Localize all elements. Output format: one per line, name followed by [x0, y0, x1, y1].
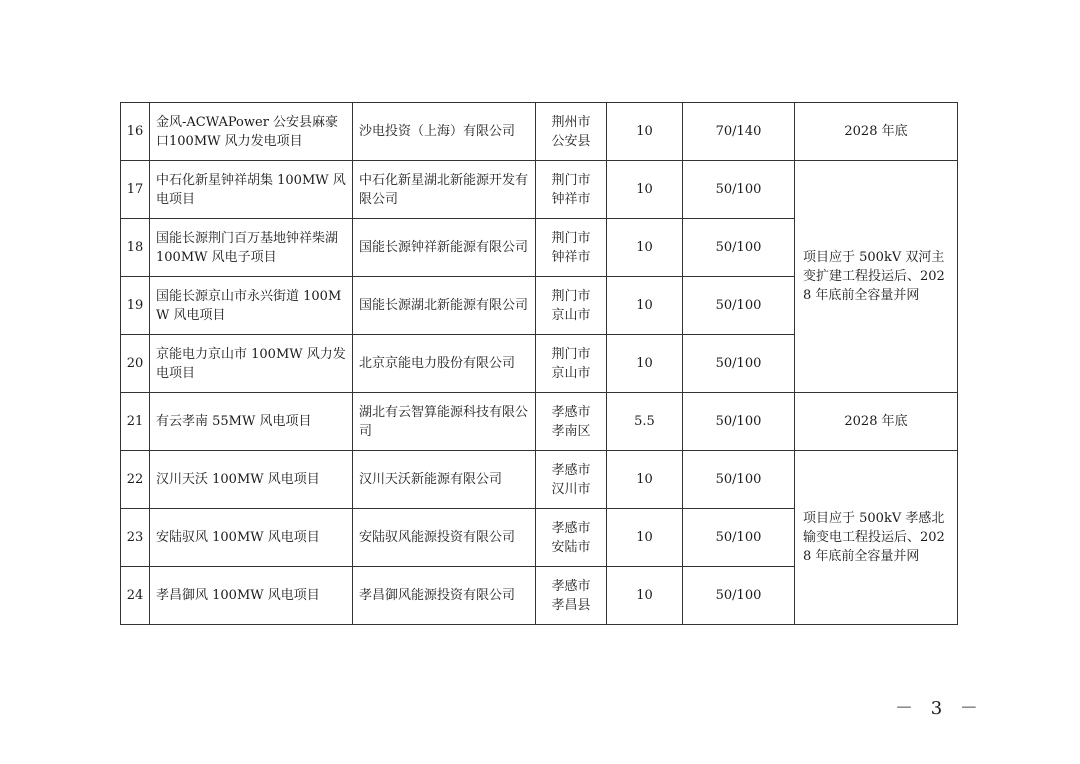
location — [536, 451, 607, 509]
company-name: 汉川天沃新能源有限公司 — [353, 451, 536, 509]
location-city: 荆门市 — [551, 288, 591, 304]
storage-ratio: 70/140 — [683, 103, 795, 161]
storage-ratio: 50/100 — [683, 451, 795, 509]
table-row — [121, 161, 958, 219]
location-city: 孝感市 — [551, 520, 591, 536]
row-number: 17 — [121, 161, 150, 219]
location-city: 荆门市 — [551, 230, 591, 246]
location — [536, 393, 607, 451]
grid-condition-note: 项目应于 500kV 孝感北输变电工程投运后、2028 年底前全容量并网 — [795, 451, 958, 625]
location — [536, 219, 607, 277]
company-name: 北京京能电力股份有限公司 — [353, 335, 536, 393]
location-city: 孝感市 — [551, 462, 591, 478]
storage-ratio: 50/100 — [683, 567, 795, 625]
company-name: 湖北有云智算能源科技有限公司 — [353, 393, 536, 451]
project-name: 京能电力京山市 100MW 风力发电项目 — [150, 335, 353, 393]
location-county: 孝南区 — [551, 423, 591, 439]
project-table — [120, 102, 958, 625]
page-number: － 3 － — [895, 698, 984, 719]
capacity: 10 — [607, 509, 683, 567]
grid-condition-note: 项目应于 500kV 双河主变扩建工程投运后、2028 年底前全容量并网 — [795, 161, 958, 393]
storage-ratio: 50/100 — [683, 335, 795, 393]
company-name: 安陆驭风能源投资有限公司 — [353, 509, 536, 567]
capacity: 10 — [607, 103, 683, 161]
project-name: 安陆驭风 100MW 风电项目 — [150, 509, 353, 567]
capacity: 10 — [607, 451, 683, 509]
storage-ratio: 50/100 — [683, 509, 795, 567]
capacity: 10 — [607, 277, 683, 335]
company-name: 沙电投资（上海）有限公司 — [353, 103, 536, 161]
storage-ratio: 50/100 — [683, 277, 795, 335]
company-name: 国能长源湖北新能源有限公司 — [353, 277, 536, 335]
storage-ratio: 50/100 — [683, 393, 795, 451]
project-name: 有云孝南 55MW 风电项目 — [150, 393, 353, 451]
location-county: 安陆市 — [551, 539, 591, 555]
location-county: 钟祥市 — [551, 249, 591, 265]
company-name: 中石化新星湖北新能源开发有限公司 — [353, 161, 536, 219]
capacity: 5.5 — [607, 393, 683, 451]
row-number: 21 — [121, 393, 150, 451]
project-name: 金风-ACWAPower 公安县麻豪口100MW 风力发电项目 — [150, 103, 353, 161]
project-name: 国能长源荆门百万基地钟祥柴湖 100MW 风电子项目 — [150, 219, 353, 277]
row-number: 23 — [121, 509, 150, 567]
location — [536, 567, 607, 625]
location-city: 荆州市 — [551, 114, 591, 130]
company-name: 国能长源钟祥新能源有限公司 — [353, 219, 536, 277]
capacity: 10 — [607, 567, 683, 625]
location — [536, 277, 607, 335]
storage-ratio: 50/100 — [683, 219, 795, 277]
location — [536, 509, 607, 567]
row-number: 24 — [121, 567, 150, 625]
capacity: 10 — [607, 335, 683, 393]
location-county: 孝昌县 — [551, 597, 591, 613]
project-name: 汉川天沃 100MW 风电项目 — [150, 451, 353, 509]
table-row — [121, 103, 958, 161]
location-city: 孝感市 — [551, 404, 591, 420]
location-county: 京山市 — [551, 365, 591, 381]
location-city: 孝感市 — [551, 578, 591, 594]
location — [536, 335, 607, 393]
row-number: 19 — [121, 277, 150, 335]
table-row — [121, 393, 958, 451]
company-name: 孝昌御风能源投资有限公司 — [353, 567, 536, 625]
project-name: 国能长源京山市永兴街道 100MW 风电项目 — [150, 277, 353, 335]
capacity: 10 — [607, 161, 683, 219]
location-city: 荆门市 — [551, 346, 591, 362]
project-name: 孝昌御风 100MW 风电项目 — [150, 567, 353, 625]
table-row — [121, 451, 958, 509]
location-county: 钟祥市 — [551, 191, 591, 207]
location-county: 汉川市 — [551, 481, 591, 497]
location-city: 荆门市 — [551, 172, 591, 188]
row-number: 22 — [121, 451, 150, 509]
grid-deadline: 2028 年底 — [795, 393, 958, 451]
project-name: 中石化新星钟祥胡集 100MW 风电项目 — [150, 161, 353, 219]
location — [536, 161, 607, 219]
row-number: 16 — [121, 103, 150, 161]
location-county: 公安县 — [551, 133, 591, 149]
storage-ratio: 50/100 — [683, 161, 795, 219]
location — [536, 103, 607, 161]
location-county: 京山市 — [551, 307, 591, 323]
row-number: 20 — [121, 335, 150, 393]
capacity: 10 — [607, 219, 683, 277]
grid-deadline: 2028 年底 — [795, 103, 958, 161]
row-number: 18 — [121, 219, 150, 277]
